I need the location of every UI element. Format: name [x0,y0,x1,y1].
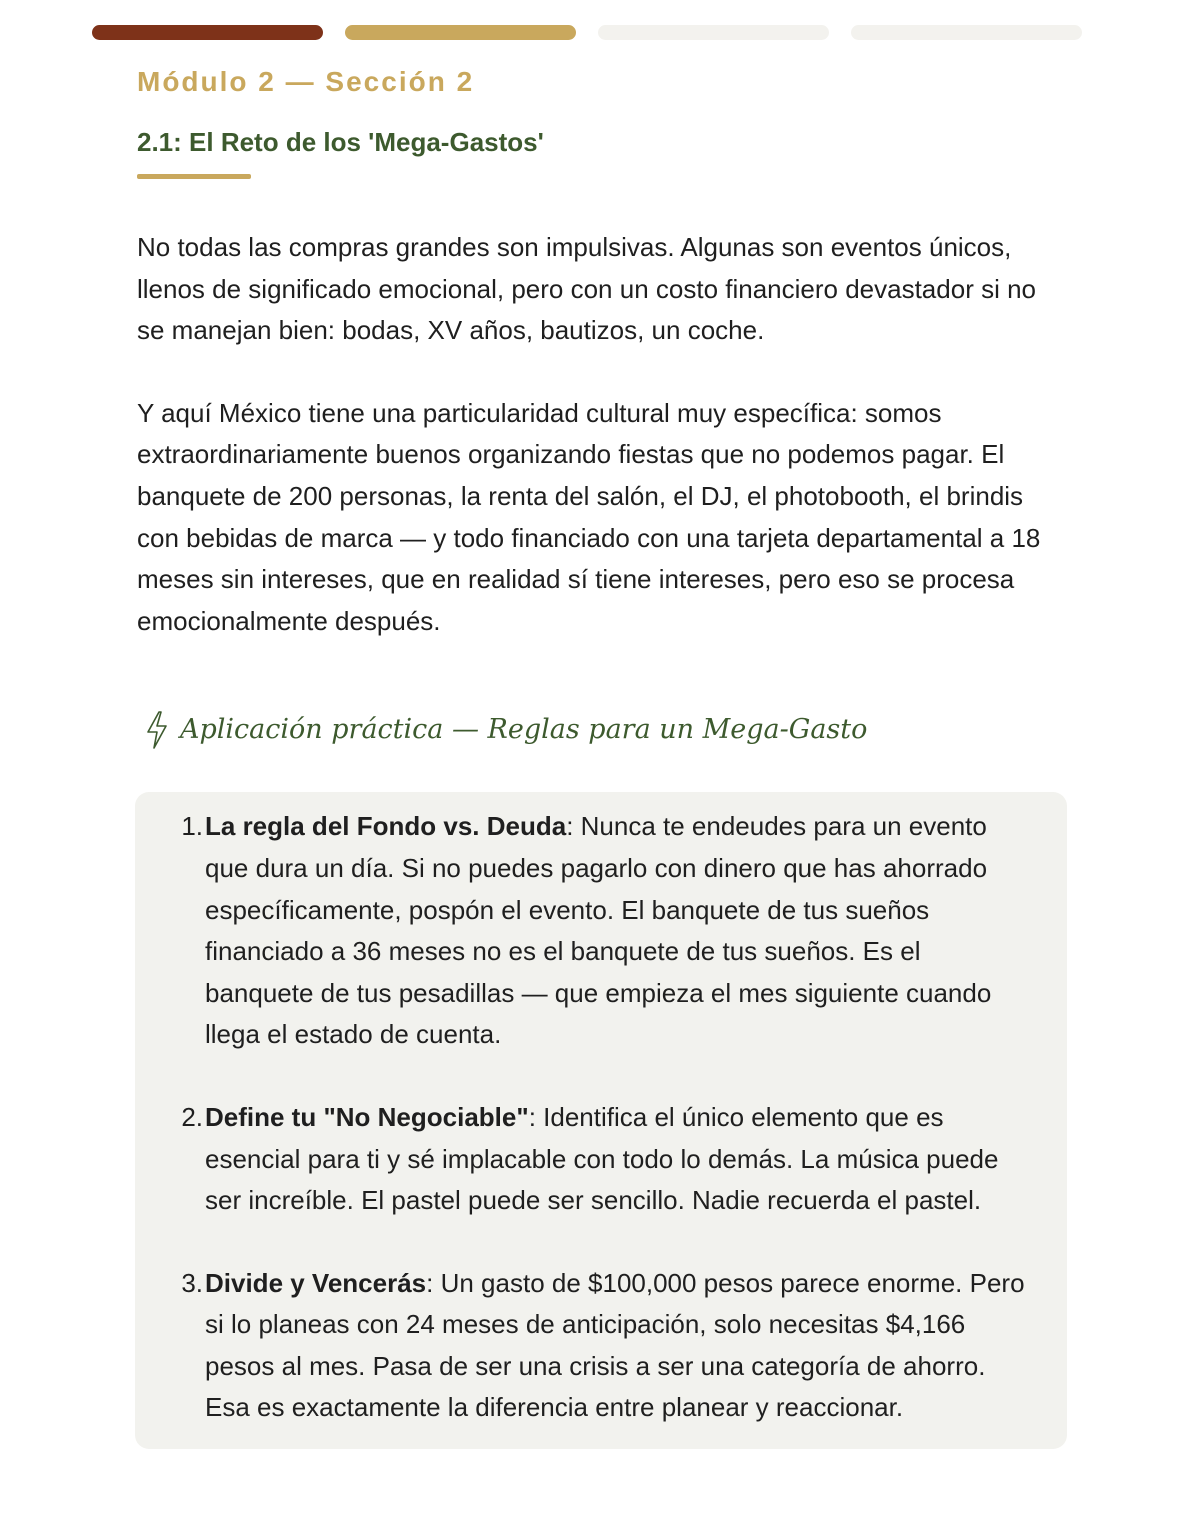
rule-number: 3. [181,1267,203,1298]
progress-bar [92,25,1082,40]
paragraph-intro: No todas las compras grandes son impulsivas. Algunas son eventos únicos, llenos de significado emocional, pero con un costo financiero devastador si no se manejan bien: bodas, XV años, bautizos, un coche. [137,232,1036,346]
lightning-icon [144,710,170,750]
rule-body [205,1263,1033,1429]
rules-list [175,806,1033,1429]
progress-segment-2 [345,25,576,40]
rule-title: La regla del Fondo vs. Deuda [205,811,567,842]
rule-text: : Un gasto de $100,000 pesos parece enorme. Pero si lo planeas con 24 meses de anticipación, solo necesitas $4,166 pesos al mes. Pasa de ser una crisis a ser una categoría de ahorro. Esa es exactamente la diferencia entre planear y reaccionar. [205,1267,1025,1423]
rule-body [205,1097,1033,1222]
rule-item [175,806,1033,1056]
rule-item [175,1097,1033,1222]
rule-item [175,1263,1033,1429]
lesson-content [137,62,1067,1449]
rule-text: : Identifica el único elemento que es esencial para ti y sé implacable con todo lo demás. La música puede ser increíble. El pastel puede ser sencillo. Nadie recuerda el pastel. [205,1101,999,1216]
progress-segment-4 [851,25,1082,40]
paragraph-context: Y aquí México tiene una particularidad cultural muy específica: somos extraordinariamente buenos organizando fiestas que no podemos pagar. El banquete de 200 personas, la renta del salón, el DJ, el photobooth, el brindis con bebidas de marca — y todo financiado con una tarjeta departamental a 18 meses sin intereses, que en realidad sí tiene intereses, pero eso se procesa emocionalmente después. [137,397,1041,636]
rule-text: : Nunca te endeudes para un evento que dura un día. Si no puedes pagarlo con dinero que has ahorrado específicamente, pospón el evento. El banquete de tus sueños financiado a 36 meses no es el banquete de tus sueños. Es el banquete de tus pesadillas — que empieza el mes siguiente cuando llega el estado de cuenta. [205,811,992,1050]
section-title: 2.1: El Reto de los 'Mega-Gastos' [137,127,544,157]
progress-segment-3 [598,25,829,40]
title-underline [137,174,251,179]
rule-number: 2. [181,1101,203,1132]
rule-title: Define tu "No Negociable" [205,1101,529,1132]
rule-number: 1. [181,811,203,842]
module-label: Módulo 2 — Sección 2 [137,66,475,97]
rule-body [205,806,1033,1056]
practice-heading-text: Aplicación práctica — Reglas para un Mega-Gasto [180,714,868,746]
rules-box [135,792,1067,1449]
progress-segment-1 [92,25,323,40]
practice-heading [144,710,1067,750]
rule-title: Divide y Vencerás [205,1267,427,1298]
